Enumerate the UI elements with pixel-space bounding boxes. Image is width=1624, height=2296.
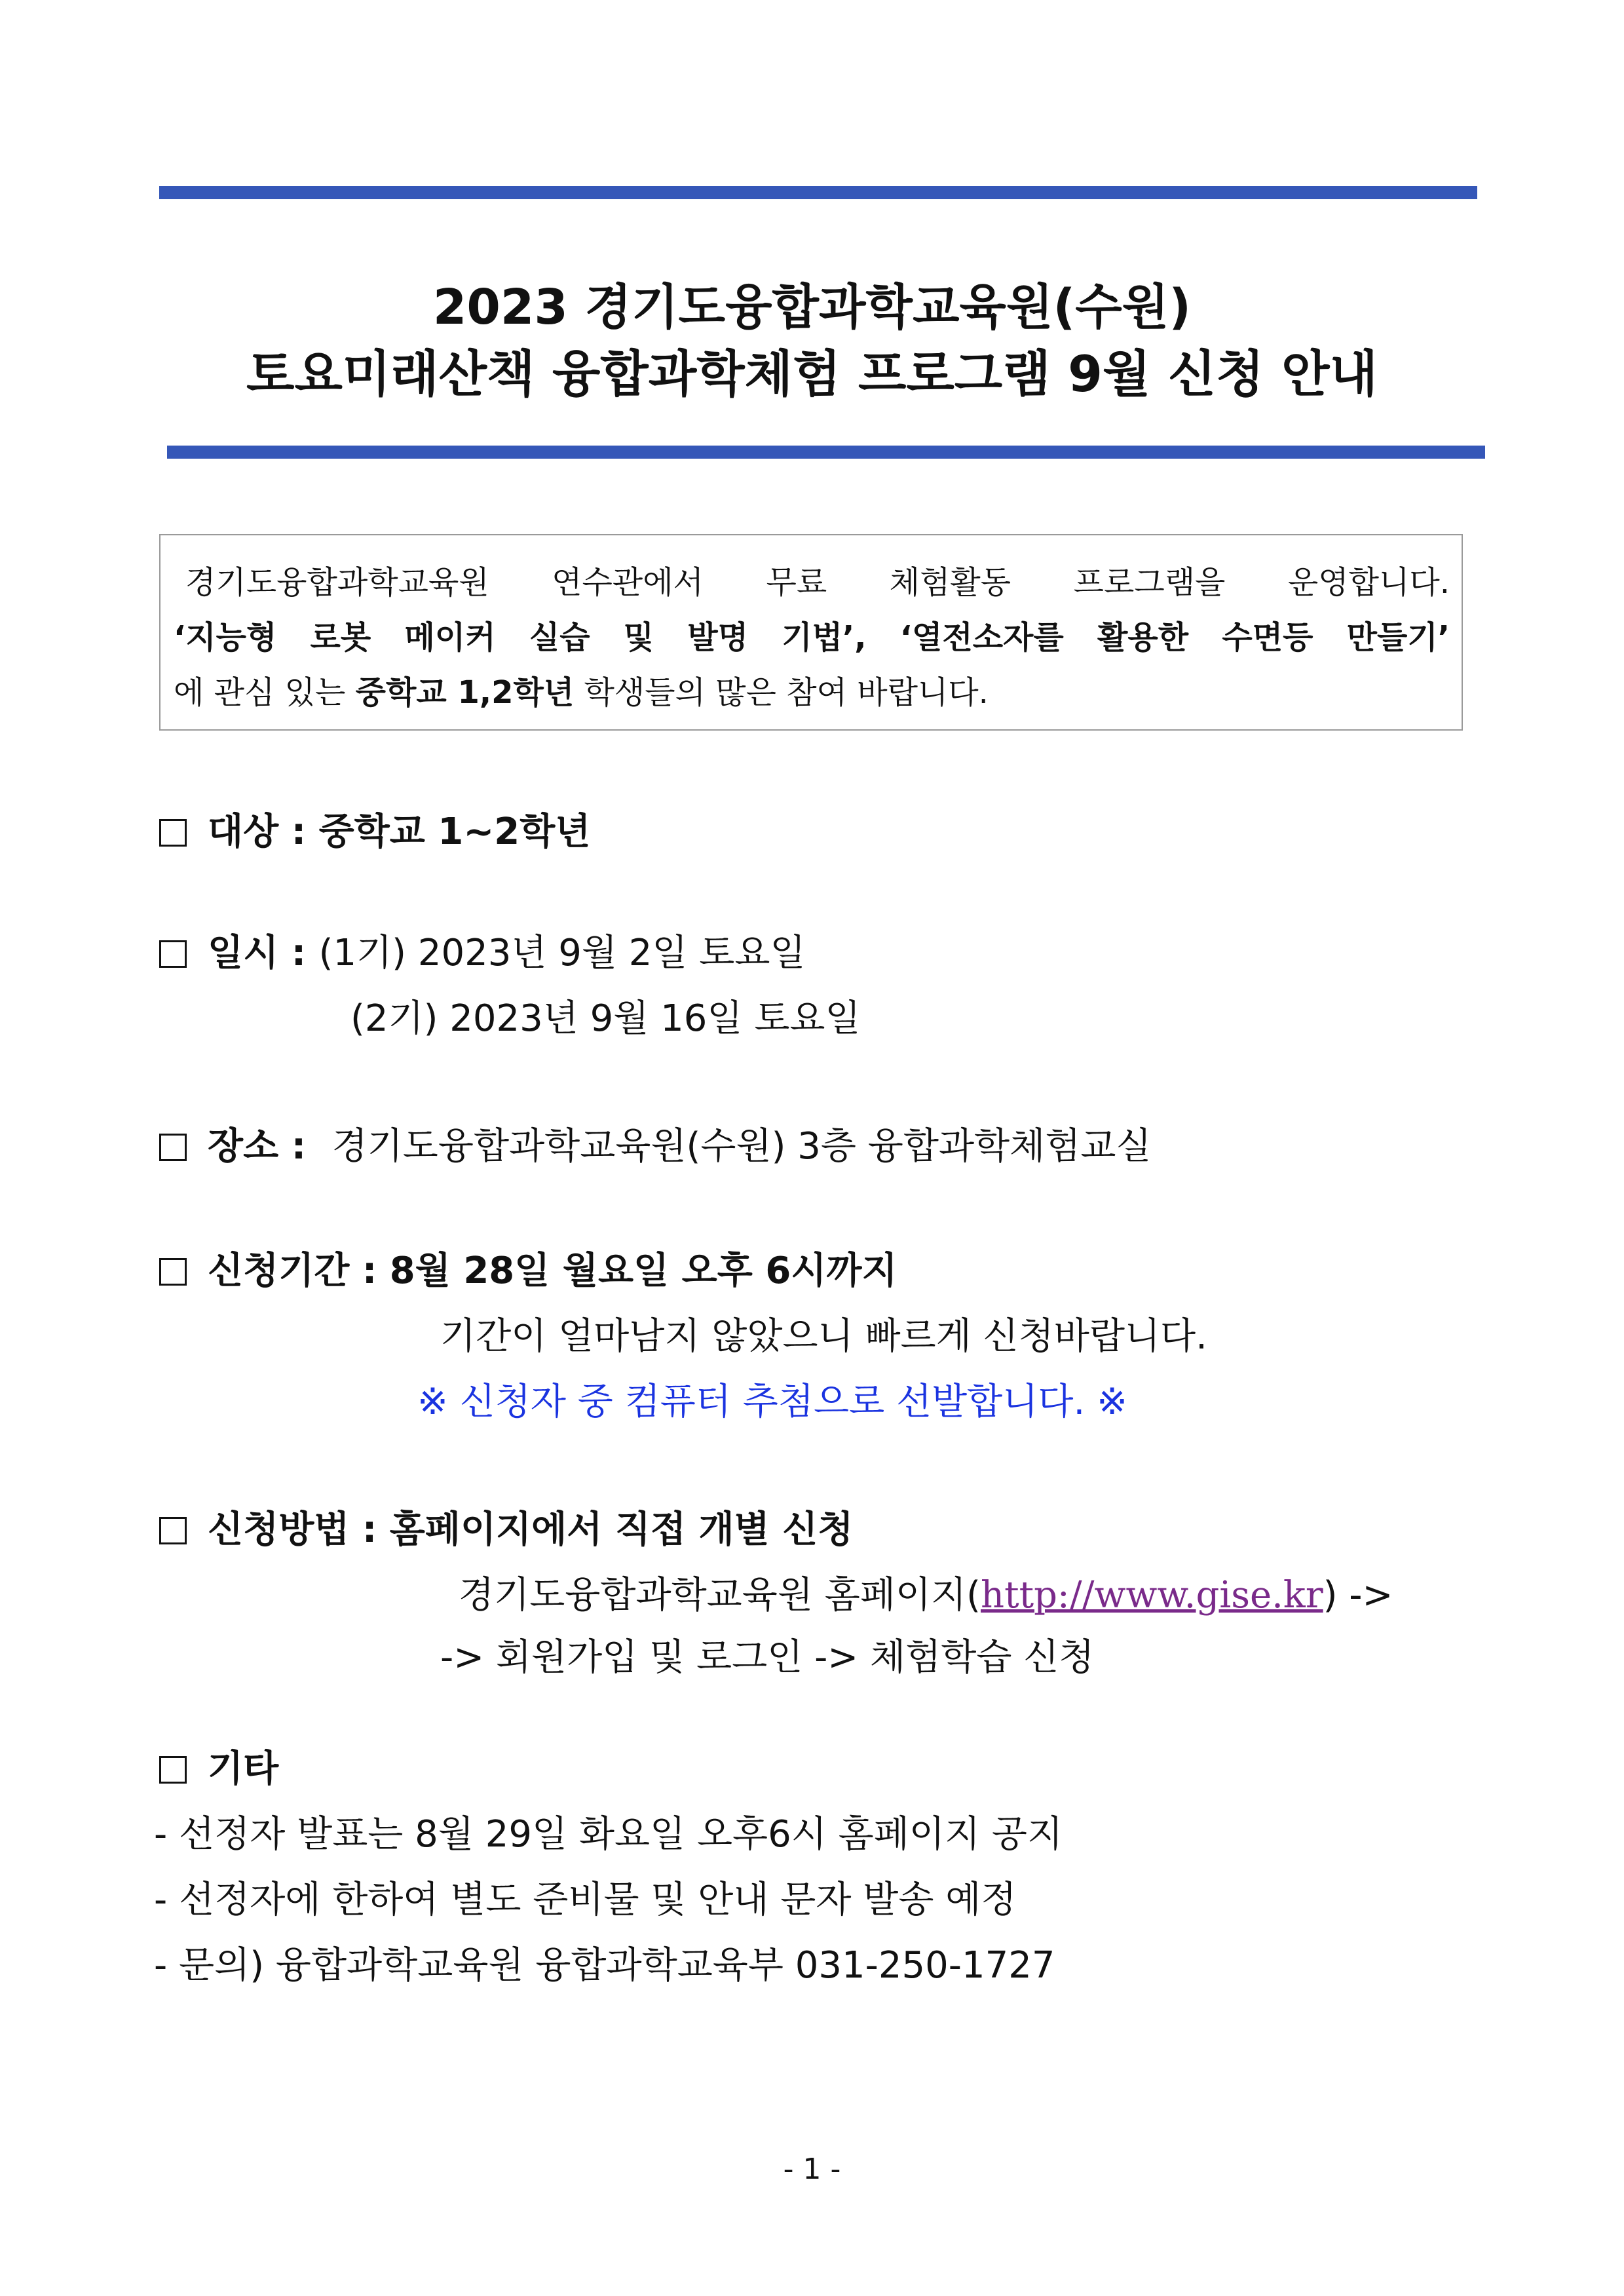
etc-item-1: - 선정자 발표는 8월 29일 화요일 오후6시 홈페이지 공지 [154,1813,1063,1856]
section-place [159,1117,1152,1170]
intro-line-3-post: 학생들의 많은 참여 바랍니다. [574,674,989,711]
page-title-line1: 2023 경기도융합과학교육원(수원) [432,279,1192,335]
section-target [159,803,590,855]
header-top-rule [159,186,1477,199]
checkbox-square-icon [159,1756,187,1784]
date-line-2: (2기) 2023년 9월 16일 토요일 [350,997,861,1040]
checkbox-square-icon [159,1517,187,1544]
place-label: 장소 : [208,1125,319,1168]
page-title-line2: 토요미래산책 융합과학체험 프로그램 9월 신청 안내 [246,345,1378,403]
section-method [159,1501,853,1553]
intro-line-3-bold: 중학교 1,2학년 [355,674,575,711]
method-line-1-post: ) -> [1323,1574,1393,1617]
section-etc [159,1740,278,1792]
target-label: 대상 : 중학교 1~2학년 [208,811,591,853]
checkbox-square-icon [159,1134,187,1161]
date-label: 일시 : [208,932,319,974]
etc-item-2: - 선정자에 한하여 별도 준비물 및 안내 문자 발송 예정 [154,1879,1017,1921]
date-line-1: (1기) 2023년 9월 2일 토요일 [318,932,806,974]
intro-line-1: 경기도융합과학교육원 연수관에서 무료 체험활동 프로그램을 운영합니다. [185,564,1450,601]
intro-line-2: ‘지능형 로봇 메이커 실습 및 발명 기법’, ‘열전소자를 활용한 수면등 만들기’ [174,619,1450,656]
method-line-1-pre: 경기도융합과학교육원 홈페이지( [459,1574,981,1617]
intro-box [159,534,1463,731]
method-line-2: -> 회원가입 및 로그인 -> 체험학습 신청 [440,1636,1095,1679]
section-date [159,924,806,976]
method-line-1 [459,1566,1393,1618]
gise-homepage-link[interactable]: http://www.gise.kr [981,1574,1323,1617]
etc-label: 기타 [208,1748,279,1790]
method-label: 신청방법 : 홈페이지에서 직접 개별 신청 [208,1508,854,1551]
place-value: 경기도융합과학교육원(수원) 3층 융합과학체험교실 [331,1125,1152,1168]
etc-item-3: - 문의) 융합과학교육원 융합과학교육부 031-250-1727 [154,1944,1055,1987]
period-line-1: 기간이 얼마남지 않았으니 빠르게 신청바랍니다. [440,1315,1207,1358]
page-number: - 1 - [783,2152,841,2186]
intro-line-3 [174,665,1450,720]
header-bottom-rule [167,446,1485,459]
intro-line-3-pre: 에 관심 있는 [174,674,356,711]
checkbox-square-icon [159,819,187,847]
section-period [159,1242,897,1294]
checkbox-square-icon [159,940,187,968]
checkbox-square-icon [159,1258,187,1286]
period-note: ※ 신청자 중 컴퓨터 추첨으로 선발합니다. ※ [417,1381,1127,1423]
period-label: 신청기간 : 8월 28일 월요일 오후 6시까지 [208,1250,897,1292]
